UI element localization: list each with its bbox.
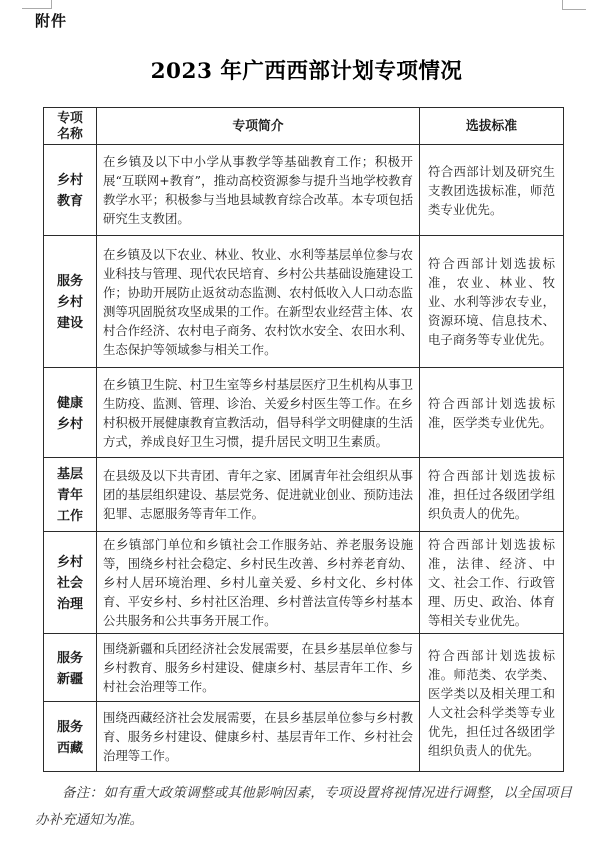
project-criteria-cell: 符合西部计划选拔标准，医学类专业优先。: [420, 368, 564, 458]
project-name-cell: 服务乡村建设: [44, 236, 97, 368]
project-name-cell: 服务新疆: [44, 634, 97, 702]
project-row-healthy-village: [44, 368, 564, 458]
project-row-rural-construction: [44, 236, 564, 368]
project-criteria-cell-merged: 符合西部计划选拔标准。师范类、农学类、医学类以及相关理工和人文社会科学类等专业优先，担任过各级团学组织负责人的优先。: [420, 634, 564, 772]
project-intro-cell: 在乡镇部门单位和乡镇社会工作服务站、养老服务设施等，围绕乡村社会稳定、乡村民生改善、乡村养老育幼、乡村人居环境治理、乡村儿童关爱、乡村文化、乡村体育、平安乡村、乡村社区治理、乡村普法宣传等乡村基本公共服务和公共事务开展工作。: [97, 532, 420, 634]
attachment-label: 附件: [35, 13, 68, 30]
project-name-cell: 健康乡村: [44, 368, 97, 458]
project-criteria-cell: 符合西部计划选拔标准，农业、林业、牧业、水利等涉农专业，资源环境、信息技术、电子商务等专业优先。: [420, 236, 564, 368]
header-cell-project-name: 专项名称: [44, 108, 97, 145]
project-name-cell: 基层青年工作: [44, 458, 97, 532]
project-intro-cell: 在县级及以下共青团、青年之家、团属青年社会组织从事团的基层组织建设、基层党务、促进就业创业、预防违法犯罪、志愿服务等青年工作。: [97, 458, 420, 532]
project-name-cell: 乡村社会治理: [44, 532, 97, 634]
page-title: 2023 年广西西部计划专项情况: [150, 59, 463, 84]
project-intro-cell: 在乡镇及以下中小学从事教学等基础教育工作；积极开展“互联网+教育”，推动高校资源参与提升当地学校教育教学水平；积极参与当地县域教育综合改革。本专项包括研究生支教团。: [97, 145, 420, 236]
project-row-rural-education: [44, 145, 564, 236]
header-cell-criteria: 选拔标准: [420, 108, 564, 145]
project-intro-cell: 围绕新疆和兵团经济社会发展需要，在县乡基层单位参与乡村教育、服务乡村建设、健康乡村、基层青年工作、乡村社会治理等工作。: [97, 634, 420, 702]
project-row-serve-xinjiang: [44, 634, 564, 702]
project-name-cell: 服务西藏: [44, 702, 97, 772]
project-intro-cell: 在乡镇卫生院、村卫生室等乡村基层医疗卫生机构从事卫生防疫、监测、管理、诊治、关爱乡村医生等工作。在乡村积极开展健康教育宣教活动，倡导科学文明健康的生活方式，养成良好卫生习惯，提升居民文明卫生素质。: [97, 368, 420, 458]
project-row-grassroots-youth-work: [44, 458, 564, 532]
project-criteria-cell: 符合西部计划选拔标准，担任过各级团学组织负责人的优先。: [420, 458, 564, 532]
project-intro-cell: 在乡镇及以下农业、林业、牧业、水利等基层单位参与农业科技与管理、现代农民培育、乡村公共基础设施建设工作；协助开展防止返贫动态监测、农村低收入人口动态监测等巩固脱贫攻坚成果的工作。在新型农业经营主体、农村合作经济、农村电子商务、农村饮水安全、农田水利、生态保护等领域参与相关工作。: [97, 236, 420, 368]
project-row-rural-social-governance: [44, 532, 564, 634]
note-text: 备注：如有重大政策调整或其他影响因素，专项设置将视情况进行调整，以全国项目办补充通知为准。: [35, 785, 572, 828]
project-criteria-cell: 符合西部计划及研究生支教团选拔标准，师范类专业优先。: [420, 145, 564, 236]
page-margin-corner-mark-left: [22, 0, 52, 9]
header-cell-project-intro: 专项简介: [97, 108, 420, 145]
page-margin-corner-mark-right: [562, 0, 586, 10]
project-name-cell: 乡村教育: [44, 145, 97, 236]
projects-table: [43, 107, 564, 772]
project-criteria-cell: 符合西部计划选拔标准，法律、经济、中文、社会工作、行政管理、历史、政治、体育等相关专业优先。: [420, 532, 564, 634]
table-header-row: [44, 108, 564, 145]
project-intro-cell: 围绕西藏经济社会发展需要，在县乡基层单位参与乡村教育、服务乡村建设、健康乡村、基层青年工作、乡村社会治理等工作。: [97, 702, 420, 772]
